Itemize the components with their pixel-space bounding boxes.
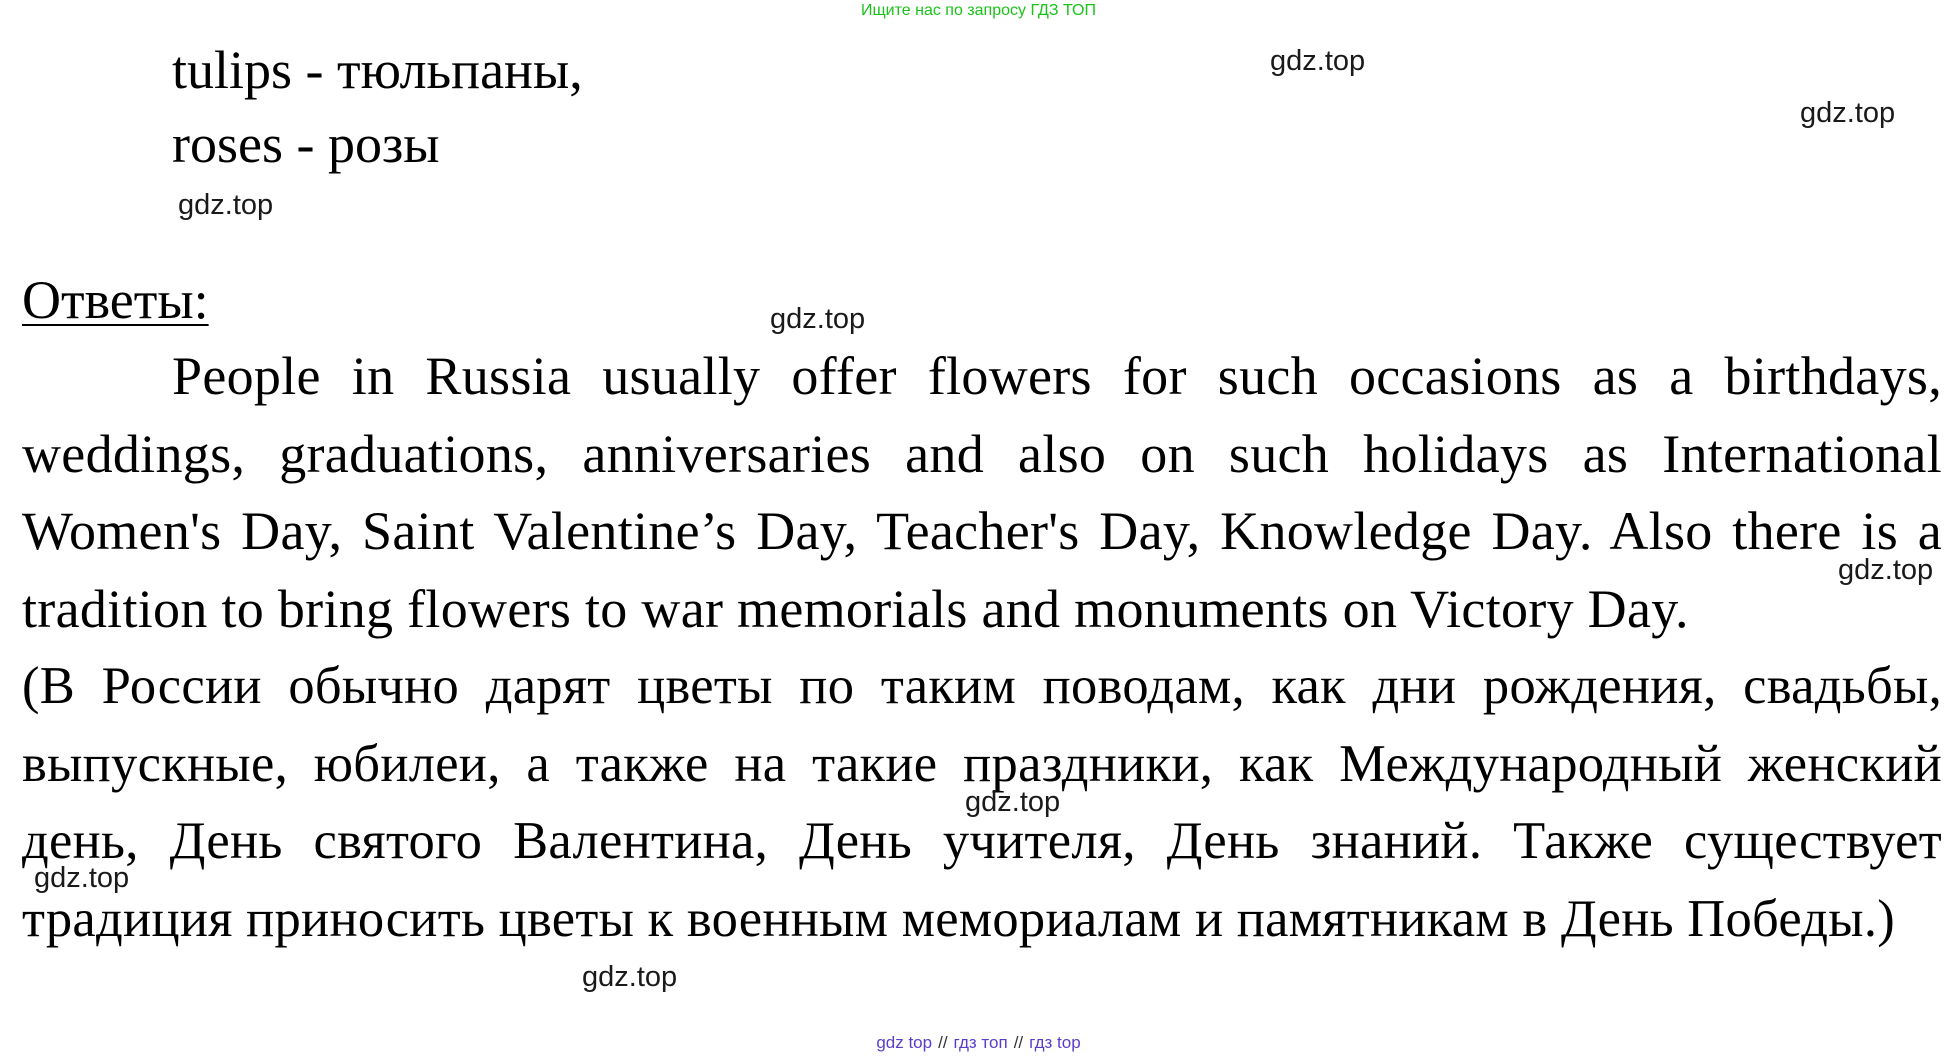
footer-link-gdz-top[interactable]: gdz top	[876, 1033, 933, 1052]
footer-link-gdz-top-mixed[interactable]: гдз top	[1029, 1033, 1081, 1052]
footer-separator: //	[938, 1033, 948, 1052]
watermark: gdz.top	[1270, 45, 1366, 77]
answers-heading: Ответы:	[22, 270, 209, 330]
answer-russian-paragraph: (В России обычно дарят цветы по таким поводам, как дни рождения, свадьбы, выпускные, юбилеи, а также на такие праздники, как Международный женский день, День святого Валентина, День учителя, День знаний. Также существует традиция приносить цветы к военным мемориалам и памятникам в День Победы.)	[22, 657, 1942, 948]
watermark: gdz.top	[1838, 554, 1934, 586]
vocab-item-roses: roses - розы	[172, 114, 440, 174]
answer-english-paragraph: People in Russia usually offer flowers for such occasions as a birthdays, weddings, graduations, anniversaries and also on such holidays as International Women's Day, Saint Valentine’s Day, Teacher's Day, Knowledge Day. Also there is a tradition to bring flowers to war memorials and monuments on Victory Day.	[22, 346, 1942, 639]
top-search-banner: Ищите нас по запросу ГДЗ ТОП	[861, 2, 1096, 19]
footer-separator: //	[1013, 1033, 1024, 1052]
watermark: gdz.top	[34, 862, 130, 894]
watermark: gdz.top	[965, 786, 1061, 818]
watermark: gdz.top	[1800, 97, 1896, 129]
watermark: gdz.top	[178, 189, 274, 221]
watermark: gdz.top	[582, 961, 678, 993]
vocab-item-tulips: tulips - тюльпаны,	[172, 40, 583, 100]
watermark: gdz.top	[770, 303, 866, 335]
footer-link-gdz-top-ru[interactable]: гдз топ	[953, 1033, 1008, 1052]
footer-links	[0, 1032, 1957, 1054]
